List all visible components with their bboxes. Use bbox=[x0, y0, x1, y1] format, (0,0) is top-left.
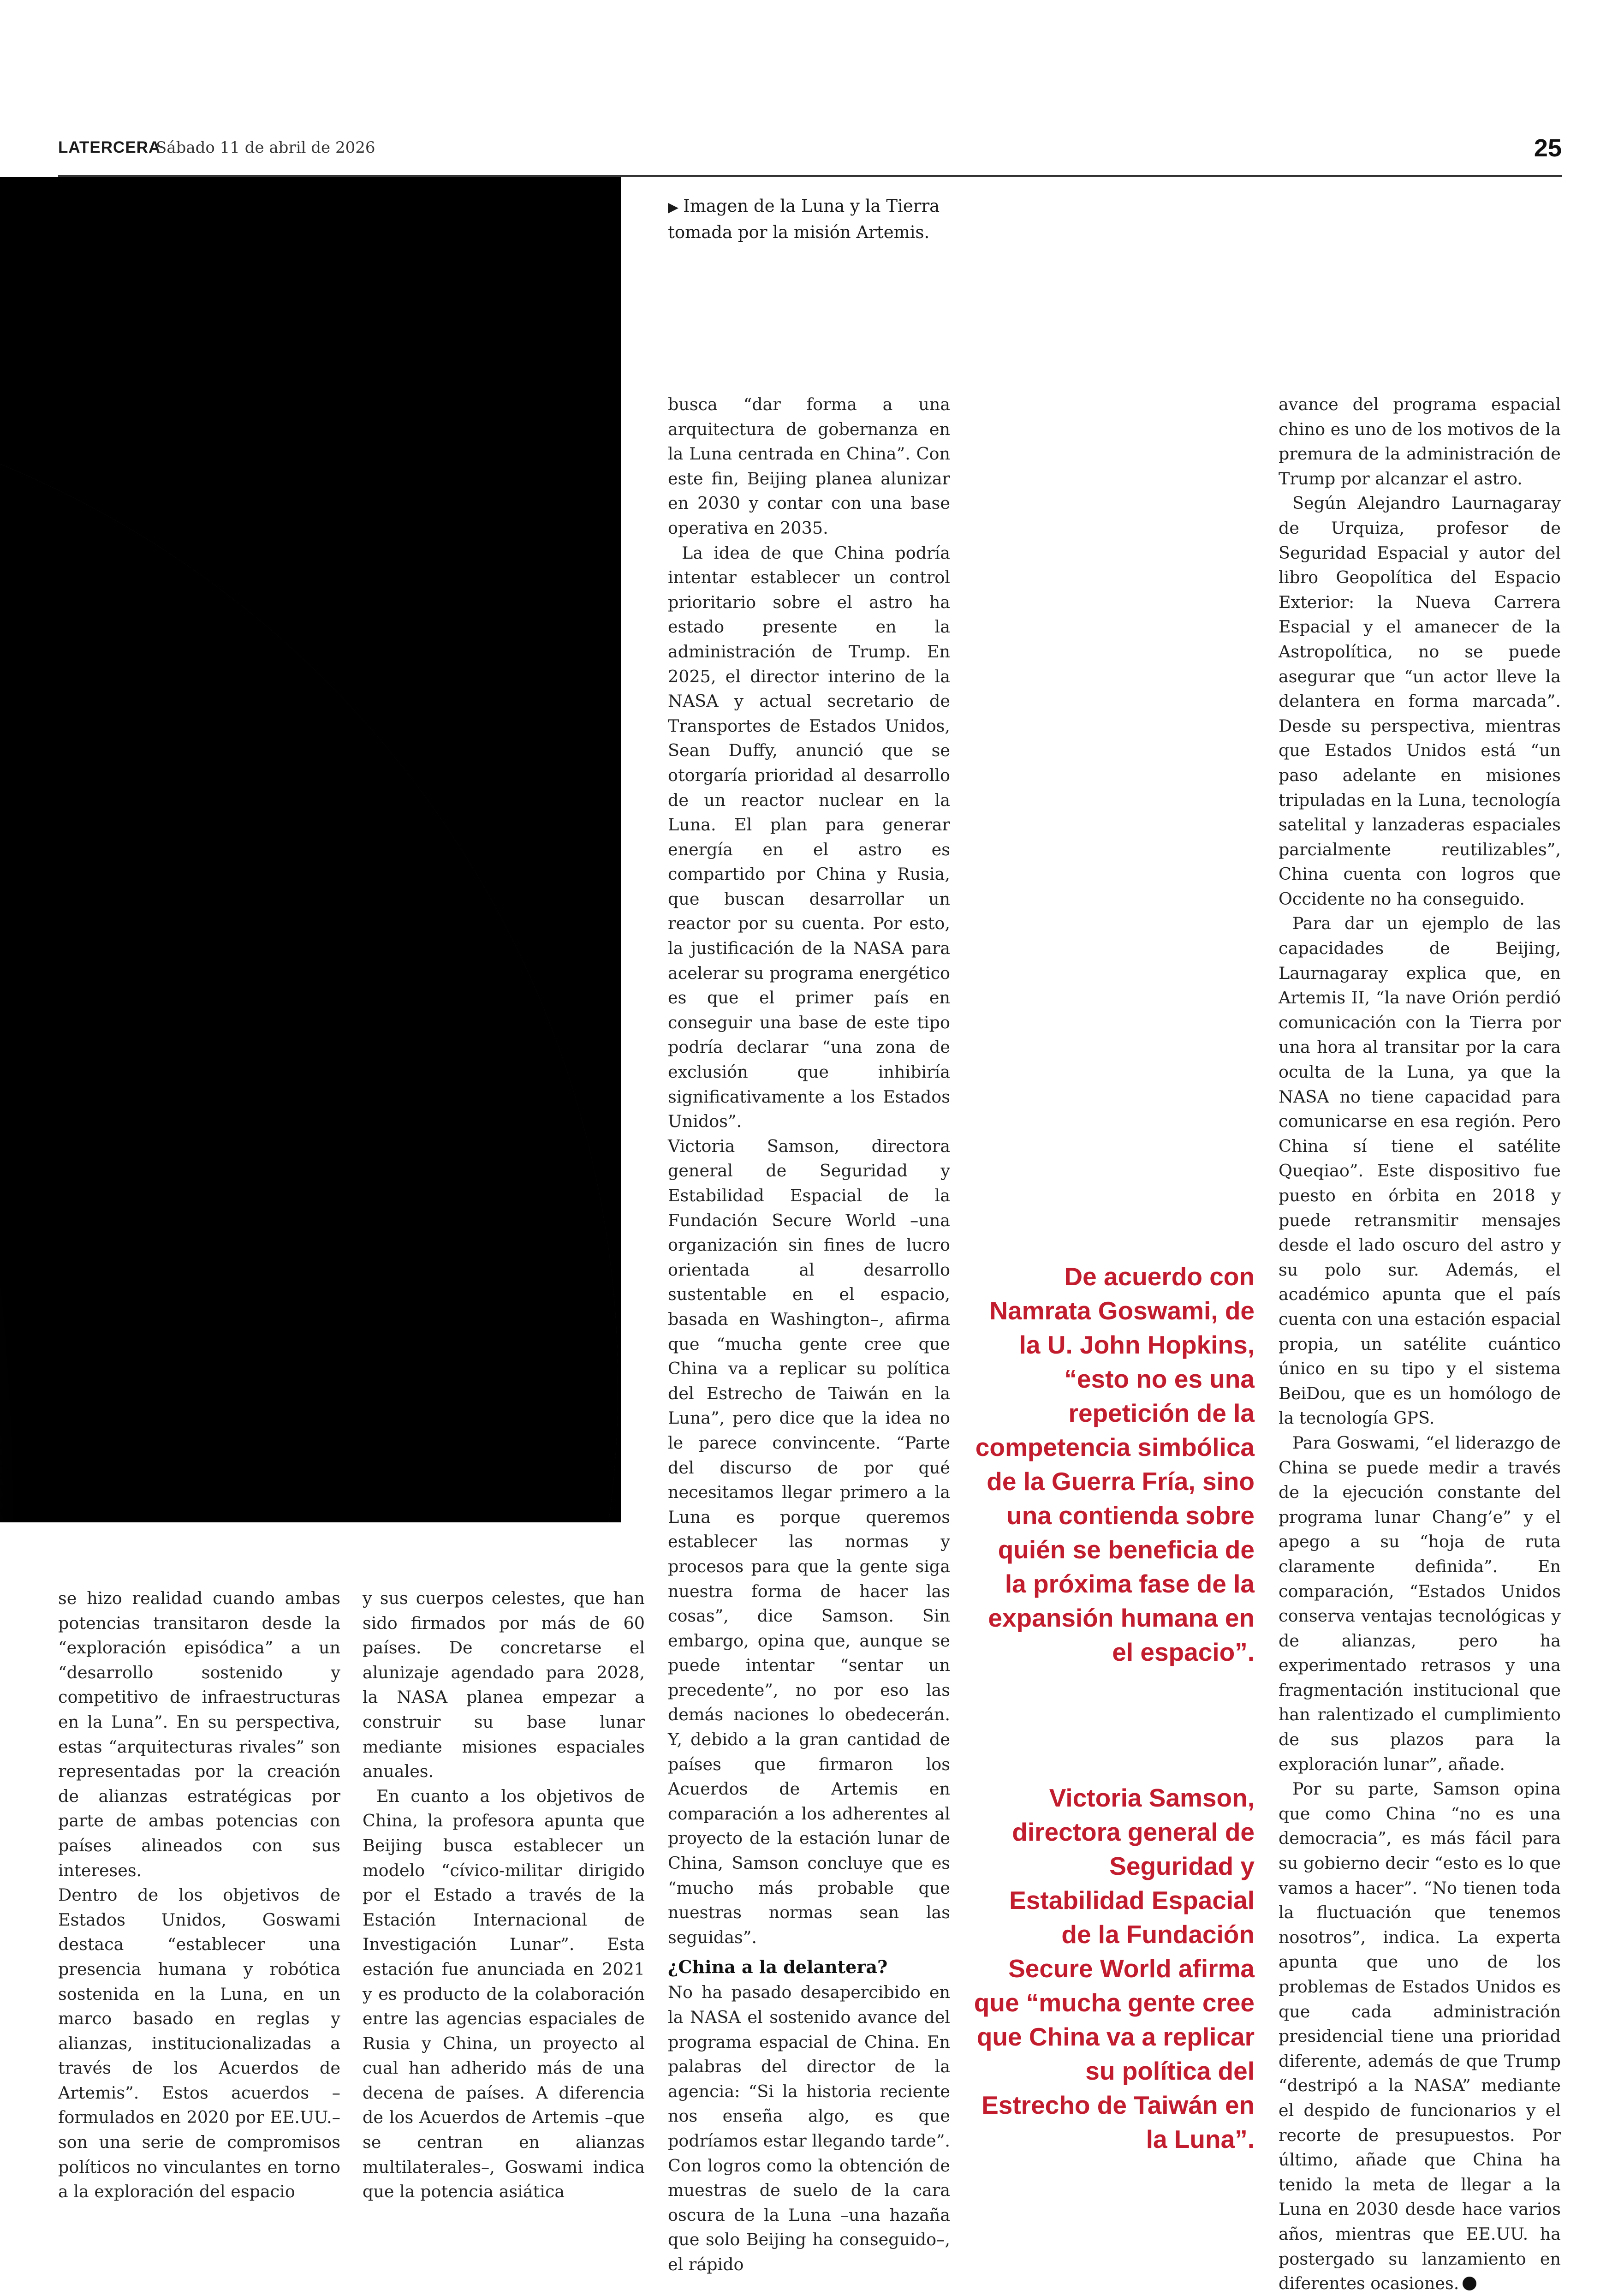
caption-text: Imagen de la Luna y la Tierra tomada por la misión Artemis. bbox=[668, 196, 940, 242]
paragraph: Para Goswami, “el liderazgo de China se puede medir a través de la ejecución constante del programa lunar Chang’e” y el apego a su “hoja de ruta claramente definida”. En comparación, “Estados Unidos conserva ventajas tecnológicas y de alianzas, pero ha experimentado retrasos y una fragmentación institucional que han ralentizado el cumplimiento de sus plazos para la exploración lunar”, añade. bbox=[1279, 1432, 1561, 1774]
page-header bbox=[58, 135, 1562, 165]
pull-quote-samson bbox=[973, 1781, 1255, 2156]
paragraph: Victoria Samson, directora general de Seguridad y Estabilidad Espacial de la Fundación Secure World –una organización sin fines de lucro orientada al desarrollo sustentable en el espacio, basada en Washington–, afirma que “mucha gente cree que China va a replicar su política del Estrecho de Taiwán en la Luna”, pero dice que la idea no le parece convincente. “Parte del discurso de por qué necesitamos llegar primero a la Luna es porque queremos establecer las normas y procesos para que la gente siga nuestra forma de hacer las cosas”, dice Samson. Sin embargo, opina que, aunque se puede intentar “sentar un precedente”, no por eso las demás naciones lo obedecerán. Y, debido a la gran cantidad de países que firmaron los Acuerdos de Artemis en comparación a los adherentes al proyecto de la estación lunar de China, Samson concluye que es “mucho más probable que nuestras normas sean las seguidas”. bbox=[668, 1136, 950, 1947]
paragraph: avance del programa espacial chino es uno de los motivos de la premura de la administración de Trump por alcanzar el astro. bbox=[1279, 394, 1561, 489]
paragraph: se hizo realidad cuando ambas potencias transitaron desde la “exploración episódica” a un “desarrollo sostenido y competitivo de infraestructuras en la Luna”. En su perspectiva, estas “arquitecturas rivales” son representadas por la creación de alianzas estratégicas por parte de ambas potencias con países alineados con sus intereses. bbox=[58, 1588, 340, 1880]
caption-arrow-icon: ▶ bbox=[668, 199, 679, 215]
article-column-2 bbox=[363, 1586, 645, 2204]
newspaper-brand: LATERCERA bbox=[58, 138, 161, 156]
paragraph: En cuanto a los objetivos de China, la profesora apunta que Beijing busca establecer un modelo “cívico-militar dirigido por el Estado a través de la Estación Internacional de Investigación Lunar”. Esta estación fue anunciada en 2021 y es producto de la colaboración entre las agencias espaciales de Rusia y China, un proyecto al cual han adherido más de una decena de países. A diferencia de los Acuerdos de Artemis –que se centran en alianzas multilaterales–, Goswami indica que la potencia asiática bbox=[363, 1786, 645, 2202]
moon-crescent-icon bbox=[0, 177, 621, 1522]
paragraph-text: Por su parte, Samson opina que como China “no es una democracia”, es más fácil para su gobierno decir “esto es lo que vamos a hacer”. “No tienen toda la fluctuación que tenemos nosotros”, indica. La experta apunta que uno de los problemas de Estados Unidos es que cada administración presidencial tiene una prioridad diferente, además de que Trump “destripó a la NASA” mediante el despido de funcionarios y el recorte de presupuestos. Por último, añade que China ha tenido la meta de llegar a la Luna en 2030 desde hace varios años, mientras que EE.UU. ha postergado su lanzamiento en diferentes ocasiones. bbox=[1279, 1779, 1561, 2294]
paragraph: Según Alejandro Laurnagaray de Urquiza, profesor de Seguridad Espacial y autor del libro Geopolítica del Espacio Exterior: la Nueva Carrera Espacial y el amanecer de la Astropolítica, no se puede asegurar que “un actor lleve la delantera en forma marcada”. Desde su perspectiva, mientras que Estados Unidos está “un paso adelante en misiones tripuladas en la Luna, tecnología satelital y lanzaderas espaciales parcialmente reutilizables”, China cuenta con logros que Occidente no ha conseguido. bbox=[1279, 493, 1561, 909]
publication-date: Sábado 11 de abril de 2026 bbox=[156, 138, 375, 157]
pull-quote-goswami bbox=[973, 1259, 1255, 1669]
paragraph: y sus cuerpos celestes, que han sido firmados por más de 60 países. De concretarse el alunizaje agendado para 2028, la NASA planea empezar a construir su base lunar mediante misiones espaciales anuales. bbox=[363, 1588, 645, 1782]
article-column-5 bbox=[1279, 392, 1561, 2296]
pull-quote-text: Victoria Samson, directora general de Seguridad y Estabilidad Espacial de la Fundación Secure World afirma que “mucha gente cree que China va a replicar su política del Estrecho de Taiwán en la Luna”. bbox=[974, 1783, 1255, 2153]
paragraph: La idea de que China podría intentar establecer un control prioritario sobre el astro ha estado presente en la administración de Trump. En 2025, el director interino de la NASA y actual secretario de Transportes de Estados Unidos, Sean Duffy, anunció que se otorgaría prioridad al desarrollo de un reactor nuclear en la Luna. El plan para generar energía en el astro es compartido por China y Rusia, que buscan desarrollar un reactor por su cuenta. Por esto, la justificación de la NASA para acelerar su programa energético es que el primer país en conseguir una base de este tipo podría declarar “una zona de exclusión que inhibiría significativamente a los Estados Unidos”. bbox=[668, 543, 950, 1132]
page-number: 25 bbox=[1534, 134, 1562, 162]
subheading: ¿China a la delantera? bbox=[668, 1956, 888, 1978]
paragraph: busca “dar forma a una arquitectura de gobernanza en la Luna centrada en China”. Con este fin, Beijing planea alunizar en 2030 y contar con una base operativa en 2035. bbox=[668, 394, 950, 538]
paragraph: Para dar un ejemplo de las capacidades de Beijing, Laurnagaray explica que, en Artemis II, “la nave Orión perdió comunicación con la Tierra por una hora al transitar por la cara oculta de la Luna, ya que la NASA no tiene capacidad para comunicarse en esa región. Pero China sí tiene el satélite Queqiao”. Este dispositivo fue puesto en órbita en 2018 y puede retransmitir mensajes desde el lado oscuro del astro y su polo sur. Además, el académico apunta que el país cuenta con una estación espacial propia, un satélite cuántico único en su tipo y el sistema BeiDou, que es un homólogo de la tecnología GPS. bbox=[1279, 913, 1561, 1428]
moon-photo bbox=[0, 177, 621, 1522]
paragraph: Dentro de los objetivos de Estados Unidos, Goswami destaca “establecer una presencia humana y robótica sostenida en la Luna, en un marco basado en reglas y alianzas, institucionalizadas a través de los Acuerdos de Artemis”. Estos acuerdos –formulados en 2020 por EE.UU.– son una serie de compromisos políticos no vinculantes en torno a la exploración del espacio bbox=[58, 1885, 340, 2202]
article-column-1 bbox=[58, 1586, 340, 2204]
pull-quote-text: De acuerdo con Namrata Goswami, de la U. John Hopkins, “esto no es una repetición de la competencia simbólica de la Guerra Fría, sino una contienda sobre quién se beneficia de la próxima fase de la expansión humana en el espacio”. bbox=[975, 1262, 1255, 1666]
end-of-article-icon bbox=[1463, 2277, 1476, 2290]
article-column-3 bbox=[668, 392, 950, 2277]
header-rule bbox=[58, 175, 1562, 177]
paragraph: No ha pasado desapercibido en la NASA el sostenido avance del programa espacial de China. En palabras del director de la agencia: “Si la historia reciente nos enseña algo, es que podríamos estar llegando tarde”. Con logros como la obtención de muestras de suelo de la cara oscura de la Luna –una hazaña que solo Beijing ha conseguido–, el rápido bbox=[668, 1982, 950, 2274]
paragraph bbox=[1279, 1777, 1561, 2296]
photo-caption bbox=[668, 194, 963, 245]
